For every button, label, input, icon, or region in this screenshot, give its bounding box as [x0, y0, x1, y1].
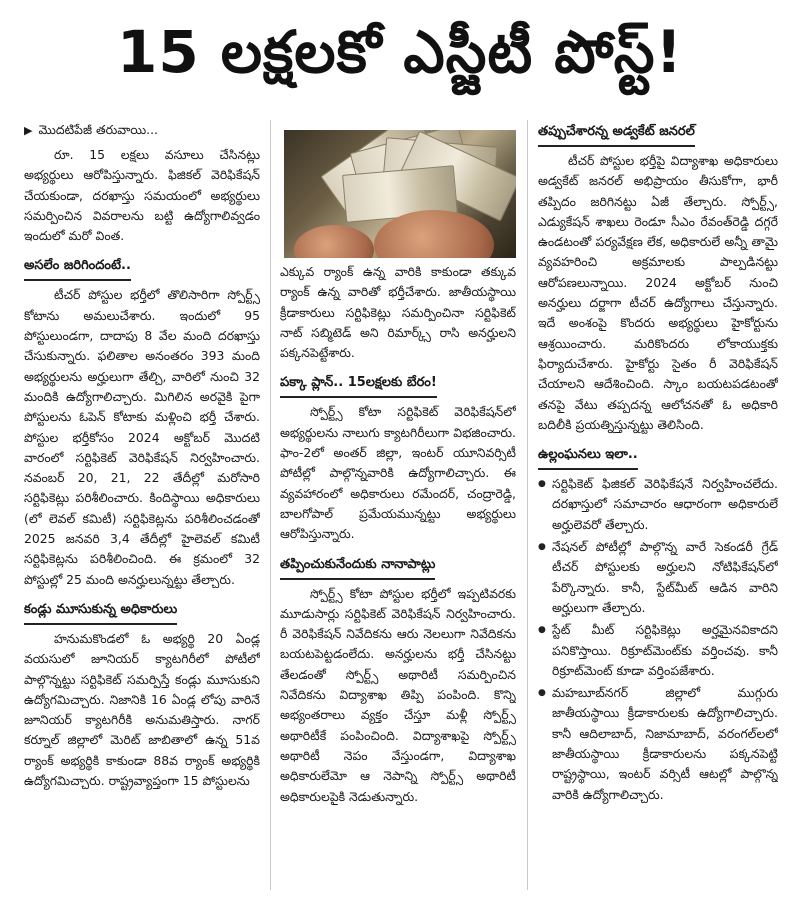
arrow-icon: ▶ — [24, 124, 33, 137]
subheading: తప్పుచేశారన్న అడ్వకేట్ జనరల్ — [538, 122, 695, 147]
column-right — [538, 120, 778, 897]
headline: 15 లక్షలకో ఎస్జీటీ పోస్ట్‌! — [117, 17, 683, 86]
paragraph: రూ. 15 లక్షలు వసూలు చేసినట్లు అభ్యర్థులు ఆరోపిస్తున్నారు. ఫిజికల్ వెరిఫికేషన్ చేయకుండా, దరఖాస్తు సమయంలో అభ్యర్థులు సమర్పించిన వివరాలను బట్టి ఉద్యోగాలివ్వడం ఇందులో మరో వింత. — [24, 147, 260, 244]
subheading: పక్కా ప్లాన్‌.. 15లక్షలకు బేరం! — [280, 373, 437, 398]
paragraph: టీచర్ పోస్టుల భర్తీపై విద్యాశాఖ అధికారులు అడ్వకేట్ జనరల్ అభిప్రాయం తీసుకోగా, భారీ తప్పిదం జరిగినట్టు ఏజీ తేల్చారు. స్పోర్ట్స్, ఎడ్యుకేషన్ శాఖలు రెండూ సీఎం రేవంత్‌రెడ్డి దగ్గరే ఉండటంతో పర్యవేక్షణ లేక, అధికారులే అన్నీ తామై వ్యవహరించి అక్రమాలకు పాల్పడినట్టు ఆరోపణలున్నాయి. 2024 అక్టోబర్ నుంచి అనర్హులు దర్జాగా టీచర్ ఉద్యోగాలు చేస్తున్నారు. ఇదే అంశంపై కొందరు అభ్యర్థులు హైకోర్టును ఆశ్రయించారు. మరికొందరు లోకాయుక్తకు ఫిర్యాదుచేశారు. హైకోర్టు సైతం రీ వెరిఫికేషన్ చేయాలని ఆదేశించింది. స్కాం బయటపడటంతో తనపై వేటు తప్పదన్న ఆలోచనతో ఓ అధికారి బదిలీకి ప్రయత్నిస్తున్నట్టు తెలిసింది. — [538, 153, 778, 432]
list-item: ● స్టేట్ మీట్ సర్టిఫికెట్లు అర్హమైనవికాదని పనికొస్తాయి. రిక్రూట్‌మెంట్‌కు వర్తించవు. కానీ రిక్రూట్‌మెంట్ కూడా వర్తింపజేశారు. — [538, 620, 778, 681]
column-middle — [280, 262, 516, 897]
list-item: ● నేషనల్ పోటీల్లో పాల్గొన్న వారే సెకండరీ గ్రేడ్ టీచర్ పోస్టులకు అర్హులని నోటిఫికేషన్‌లో పేర్కొన్నారు. కానీ, స్టేట్‌మీట్ ఆడిన వారిని అర్హులుగా తేల్చారు. — [538, 537, 778, 618]
column-divider — [527, 120, 528, 890]
paragraph: హనుమకొండలో ఓ అభ్యర్థి 20 ఏండ్ల వయసులో జూనియర్ క్యాటగిరీలో పోటీలో పాల్గొన్నట్టు సర్టిఫికెట్ సమర్పిస్తే కండ్లు మూసుకుని ఉద్యోగమిచ్చారు. నిజానికి 16 ఏండ్ల లోపు వారినే జూనియర్ క్యాటగిరీకి అనుమతిస్తారు. నాగర్ కర్నూల్ జిల్లాలో మెరిట్ జాబితాలో ఉన్న 51వ ర్యాంక్ అభ్యర్థికి కాకుండా 88వ ర్యాంక్ అభ్యర్థికి ఉద్యోగమిచ్చారు. రాష్ట్రవ్యాప్తంగా 15 పోస్టులను — [24, 630, 260, 789]
column-divider — [270, 120, 271, 890]
subheading: అసలేం జరిగిందంటే.. — [24, 256, 131, 281]
paragraph: ఎక్కువ ర్యాంక్ ఉన్న వారికి కాకుండా తక్కువ ర్యాంక్ ఉన్న వారితో భర్తీచేశారు. జాతీయస్థాయి క్రీడాకారులు సర్టిఫికెట్లు సమర్పించినా సర్టిఫికెట్ నాట్ సబ్మిటెడ్ అని రిమార్క్స్ రాసి అనర్హులని పక్కనపెట్టేశారు. — [280, 264, 516, 361]
currency-photo — [284, 130, 516, 258]
subheading: కండ్లు మూసుకున్న అధికారులు — [24, 600, 177, 625]
list-item: ● సర్టిఫికెట్ ఫిజికల్ వెరిఫికేషనే నిర్వహించలేదు. దరఖాస్తులో సమాచారం ఆధారంగా అధికారులే అర్హులెవరో తేల్చారు. — [538, 474, 778, 535]
list-item: ● మహబూబ్‌నగర్ జిల్లాలో ముగ్గురు జాతీయస్థాయి క్రీడాకారులకు ఉద్యోగాలిచ్చారు. కానీ ఆదిలాబాద్, నిజామాబాద్, వరంగల్‌లలో జాతీయస్థాయి క్రీడాకారులను పక్కనపెట్టి రాష్ట్రస్థాయి, ఇంటర్ వర్సిటీ ఆటల్లో పాల్గొన్న వారికి ఉద్యోగాలిచ్చారు. — [538, 683, 778, 805]
subheading: తప్పించుకునేందుకు నానాపాట్లు — [280, 555, 435, 580]
paragraph: టీచర్ పోస్టుల భర్తీలో తొలిసారిగా స్పోర్ట్స్ కోటాను అమలుచేశారు. ఇందులో 95 పోస్టులుండగా, దాదాపు 8 వేల మంది దరఖాస్తు చేసుకున్నారు. ఫలితాల అనంతరం 393 మంది అభ్యర్థులను అర్హులుగా తేల్చి, వారిలో నుంచి 32 మందికి ఉద్యోగాలిచ్చారు. మిగిలిన అరవైకి పైగా పోస్టులను ఓపెన్ కోటాకు మళ్లించి భర్తీ చేశారు. పోస్టుల భర్తీకోసం 2024 అక్టోబర్ మొదటి వారంలో సర్టిఫికెట్ వెరిఫికేషన్ నిర్వహించారు. నవంబర్ 20, 21, 22 తేదీల్లో మరోసారి సర్టిఫికెట్లు పరిశీలించారు. కిందిస్థాయి అధికారులు (లో లెవల్ కమిటీ) సర్టిఫికెట్లను పరిశీలించడంతో 2025 జనవరి 3,4 తేదీల్లో హైలెవల్ కమిటీ సర్టిఫికెట్లను పరిశీలించింది. ఈ క్రమంలో 32 పోస్టుల్లో 25 మంది అనర్హులున్నట్టు తేల్చారు. — [24, 287, 260, 587]
violations-list — [538, 474, 778, 805]
continuation-note: ▶ మొదటిపేజీ తరువాయి... — [24, 122, 158, 137]
paragraph: స్పోర్ట్స్ కోటా పోస్టుల భర్తీలో ఇప్పటివరకు మూడుసార్లు సర్టిఫికెట్ వెరిఫికేషన్ నిర్వహించారు. రీ వెరిఫికేషన్ నివేదికను ఆరు నెలలుగా నివేదికను బయటపెట్టడంలేదు. అనర్హులను భర్తీ చేసినట్టు తేలడంతో స్పోర్ట్స్ అథారిటీ సమర్పించిన నివేదికను విద్యాశాఖ తిప్పి పంపింది. కొన్ని అభ్యంతరాలు వ్యక్తం చేస్తూ మళ్లీ స్పోర్ట్స్ అథారిటీకే పంపించింది. విద్యాశాఖపై స్పోర్ట్స్ అథారిటీ నెపం వేస్తుండగా, విద్యాశాఖ అధికారులేమో ఆ నెపాన్ని స్పోర్ట్స్ అథారిటీ అధికారులపైకి నెడుతున్నారు. — [280, 585, 516, 804]
column-left — [24, 120, 260, 897]
subheading: ఉల్లంఘనలు ఇలా.. — [538, 445, 638, 470]
paragraph: స్పోర్ట్స్ కోటా సర్టిఫికెట్ వెరిఫికేషన్‌లో అభ్యర్థులను నాలుగు క్యాటగిరీలుగా విభజించారు. ఫాం-2లో అంతర్ జిల్లా, ఇంటర్ యూనివర్సిటీ పోటీల్లో పాల్గొన్నవారికి ఉద్యోగాలిచ్చారు. ఈ వ్యవహారంలో అధికారులు రమేందర్, చంద్రారెడ్డి, బాలగోపాల్ ప్రమేయమున్నట్టు అభ్యర్థులు ఆరోపిస్తున్నారు. — [280, 404, 516, 542]
